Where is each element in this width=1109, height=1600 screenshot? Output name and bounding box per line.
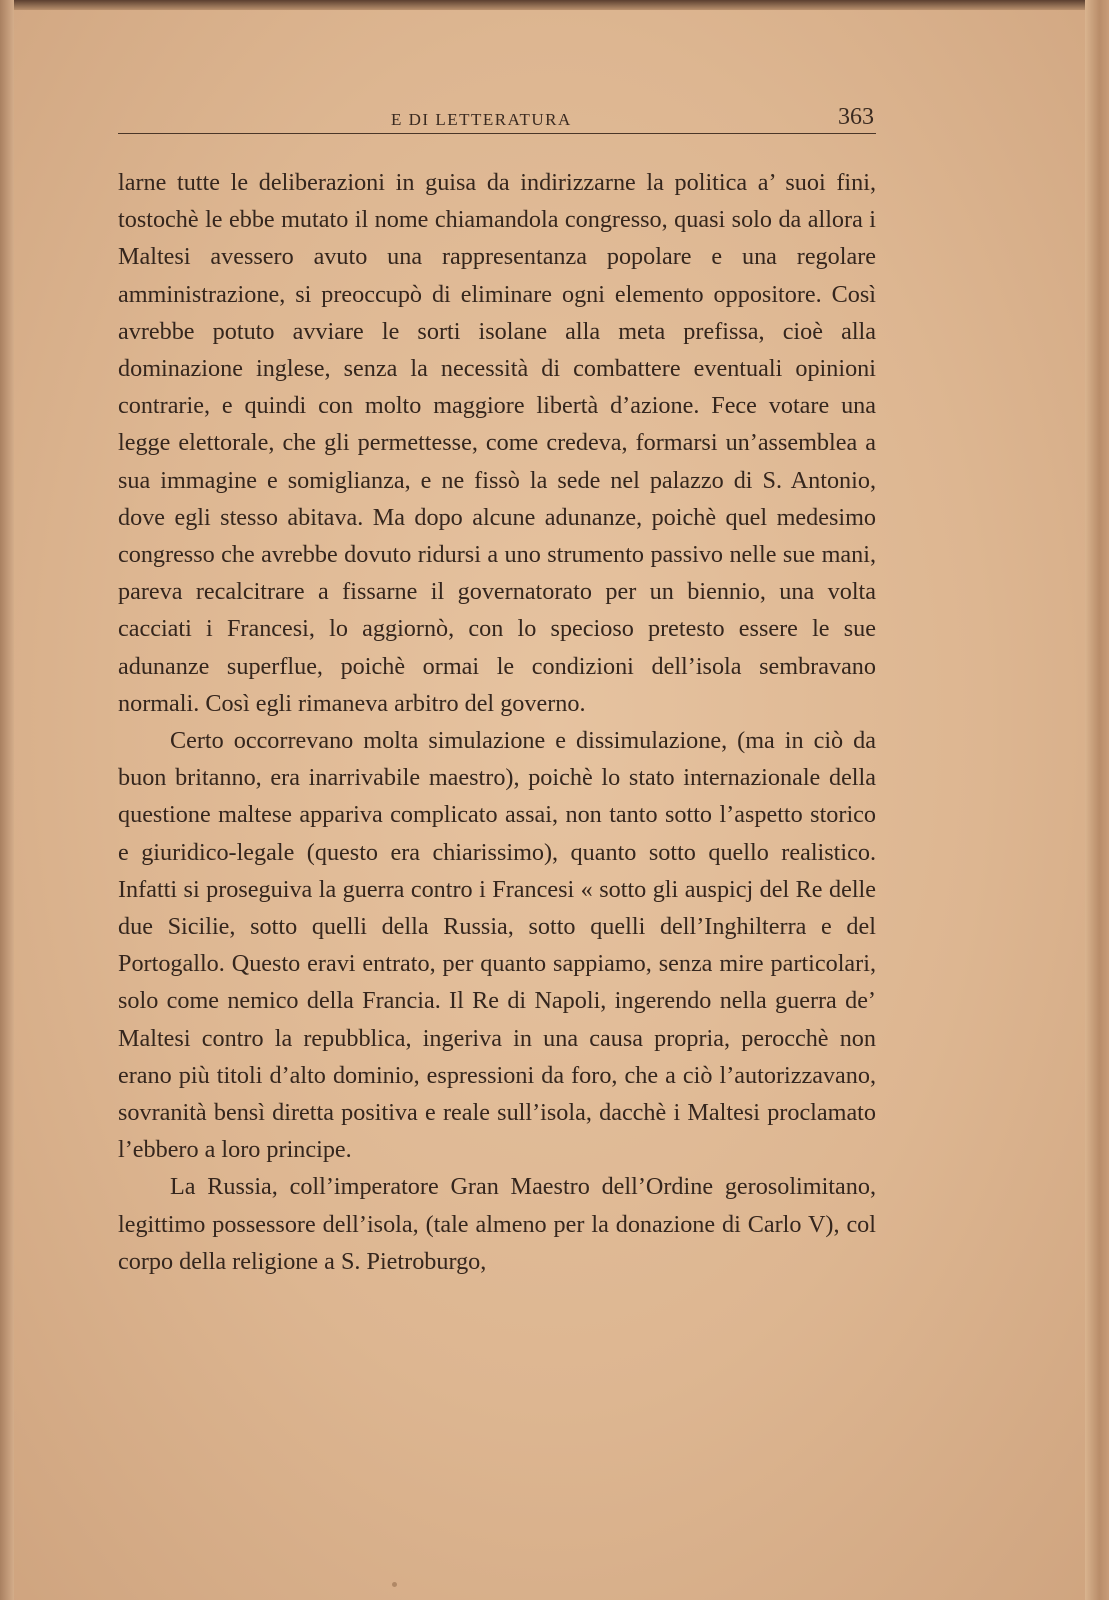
header-rule — [118, 133, 876, 134]
paper-speck — [392, 1582, 397, 1587]
paragraph-3: La Russia, coll’imperatore Gran Maestro dell’Ordine gerosolimitano, legittimo possessore dell’isola, (tale almeno per la donazione di Carlo V), col corpo della religione a S. Pietroburgo, — [118, 1173, 876, 1275]
body-text — [118, 164, 876, 1280]
page-right-edge — [1085, 0, 1109, 1600]
page-left-edge — [0, 0, 14, 1600]
page-header — [118, 106, 876, 136]
paragraph-1: larne tutte le deliberazioni in guisa da indirizzarne la politica a’ suoi fini, tostochè le ebbe mutato il nome chiamandola congresso, quasi solo da allora i Maltesi avessero avuto una rappresentanza popolare e una regolare amministrazione, si preoccupò di eliminare ogni elemento oppositore. Così avrebbe potuto avviare le sorti isolane alla meta prefissa, cioè alla dominazione inglese, senza la necessità di combattere eventuali opinioni contrarie, e quindi con molto maggiore libertà d’azione. Fece votare una legge elettorale, che gli permettesse, come credeva, formarsi un’assemblea a sua immagine e somiglianza, e ne fissò la sede nel palazzo di S. Antonio, dove egli stesso abitava. Ma dopo alcune adunanze, poichè quel medesimo congresso che avrebbe dovuto ridursi a uno strumento passivo nelle sue mani, pareva recalcitrare a fissarne il governatorato per un biennio, una volta cacciati i Francesi, lo aggiornò, con lo specioso pretesto essere le sue adunanze superflue, poichè ormai le condizioni dell’isola sembravano normali. Così egli rimaneva arbitro del governo. — [118, 169, 876, 717]
page-top-edge — [0, 0, 1109, 10]
running-head: E DI LETTERATURA — [391, 110, 572, 129]
page-number: 363 — [838, 104, 874, 130]
paragraph-2: Certo occorrevano molta simulazione e dissimulazione, (ma in ciò da buon britanno, era inarrivabile maestro), poichè lo stato internazionale della questione maltese appariva complicato assai, non tanto sotto l’aspetto storico e giuridico-legale (questo era chiarissimo), quanto sotto quello realistico. Infatti si proseguiva la guerra contro i Francesi « sotto gli auspicj del Re delle due Sicilie, sotto quelli della Russia, sotto quelli dell’Inghilterra e del Portogallo. Questo eravi entrato, per quanto sappiamo, senza mire particolari, solo come nemico della Francia. Il Re di Napoli, ingerendo nella guerra de’ Maltesi contro la repubblica, ingeriva in una causa propria, perocchè non erano più titoli d’alto dominio, espressioni da foro, che a ciò l’autorizzavano, sovranità bensì diretta positiva e reale sull’isola, dacchè i Maltesi proclamato l’ebbero a loro principe. — [118, 727, 876, 1164]
